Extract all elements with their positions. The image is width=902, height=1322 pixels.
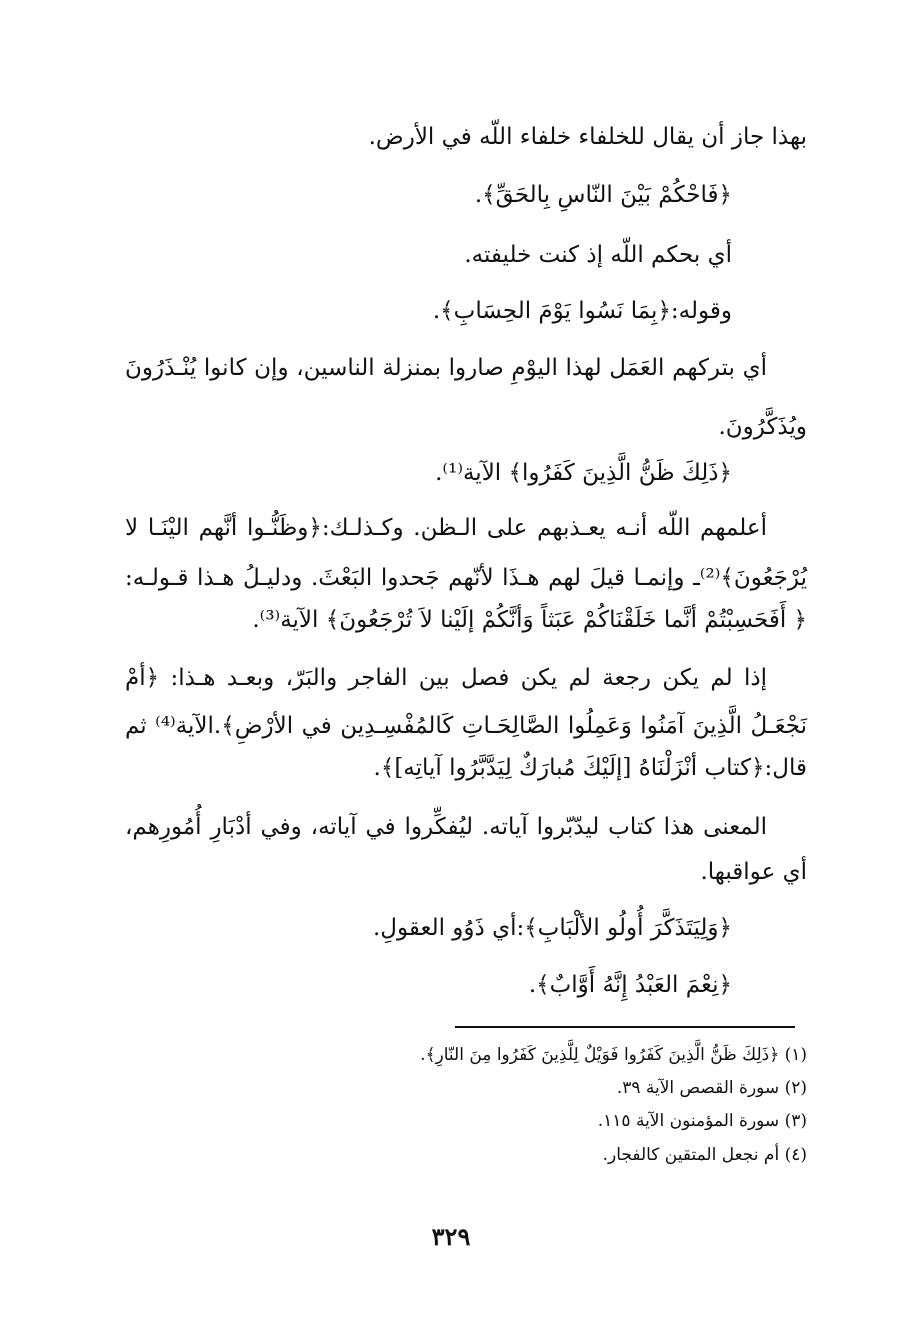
footnote-divider [455, 1026, 795, 1028]
footnote-4: (٤) أم نجعل المتقين كالفجار. [602, 1145, 807, 1165]
body-line-8: أعلمهم اللّه أنـه يعـذبهم على الـظن. وكـذلـك:﴿وظَنُّـوا أنَّهم اليْنَـا لا [125, 515, 767, 541]
body-line-9: يُرْجَعُونَ﴾⁽²⁾ـ وإنمـا قيلَ لهم هـذَا لأنّهم جَحدوا البَعْثَ. ودليـلُ هـذا قـولـه: [125, 565, 807, 591]
body-line-4: وقوله:﴿بِمَا نَسُوا يَوْمَ الحِسَابِ﴾. [432, 298, 732, 324]
body-line-12: نَجْعَـلُ الَّذِينَ آمَنُوا وَعَمِلُوا الصَّالِحَـاتِ كَالمُفْسِـدِين في الأرْضِ﴾.الآية⁽⁴⁾ ثم [125, 713, 807, 739]
body-line-15: أي عواقبها. [700, 859, 807, 885]
body-line-14: المعنى هذا كتاب ليدّبّروا آياته. ليُفكِّروا في آياته، وفي أدْبَارِ أُمُورِهم، [125, 814, 767, 840]
body-line-3: أي بحكم اللّه إذ كنت خليفته. [464, 242, 732, 268]
footnote-1: (١) ﴿ذَلِكَ ظَنُّ الَّذِينَ كَفَرُوا فَوَيْلٌ لِلَّذِينَ كَفَرُوا مِنَ النّارِ﴾. [420, 1045, 807, 1065]
body-line-6: ويُذَكَّرُونَ. [718, 414, 807, 440]
body-line-17: ﴿نِعْمَ العَبْدُ إِنَّهُ أَوَّابٌ﴾. [528, 972, 732, 998]
body-line-13: قال:﴿كتاب أنْزَلْنَاهُ [إلَيْكَ مُبارَكٌ لِيَدَّبَّرُوا آياتِه]﴾. [373, 755, 807, 781]
body-line-1: بهذا جاز أن يقال للخلفاء خلفاء اللّه في الأرض. [368, 124, 807, 150]
body-line-5: أي بتركهم العَمَل لهذا اليوْمِ صاروا بمنزلة الناسين، وإن كانوا يُنْـذَرُونَ [125, 355, 767, 381]
body-line-7: ﴿ذَلِكَ ظَنُّ الَّذِينَ كَفَرُوا﴾ الآية⁽¹⁾. [435, 460, 732, 486]
body-line-10: ﴿ أَفَحَسِبْتُمْ أنَّما خَلَقْنَاكُمْ عَبَثاً وَأنَّكُمْ إلَيْنا لاَ تُرْجَعُونَ﴾ الآية⁽³⁾. [252, 607, 807, 633]
page-number: ٣٢٩ [431, 1222, 471, 1251]
body-line-11: إذا لم يكن رجعة لم يكن فصل بين الفاجر والبَرّ، وبعـد هـذا: ﴿أمْ [125, 665, 767, 691]
quran-verse-line: ﴿فَاحْكُمْ بَيْنَ النّاسِ بِالحَقِّ﴾. [474, 182, 732, 208]
body-line-16: ﴿وَلِيَتَذَكَّرَ أُولُو الألْبَابِ﴾:أي ذَوُو العقولِ. [372, 915, 732, 941]
footnote-3: (٣) سورة المؤمنون الآية ١١٥. [597, 1111, 807, 1131]
footnote-2: (٢) سورة القصص الآية ٣٩. [616, 1078, 807, 1098]
